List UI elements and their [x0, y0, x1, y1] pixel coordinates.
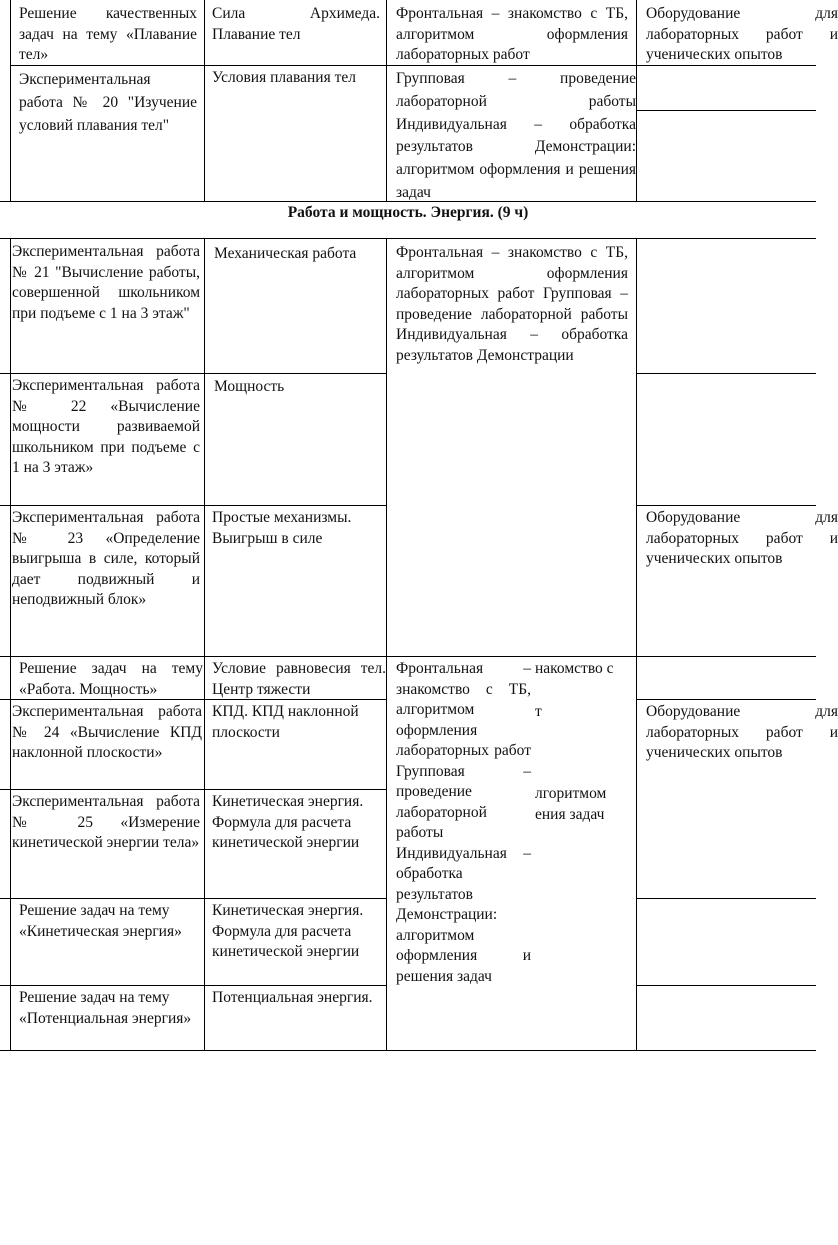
table-border: [0, 656, 816, 657]
table-border: [0, 985, 386, 986]
table-border: [386, 238, 387, 1050]
table-border: [636, 505, 816, 506]
table-border: [0, 898, 386, 899]
activity-cell: Экспериментальная работа № 22 «Вычисление мощности развиваемой школьником при подъеме с 1 на 3 этаж»: [12, 377, 200, 476]
table-border: [386, 0, 387, 201]
topic-cell: Механическая работа: [214, 245, 357, 262]
equipment-cell: Оборудование для лабораторных работ и ученических опытов: [646, 5, 838, 63]
table-border: [0, 789, 386, 790]
topic-cell: Условия плавания тел: [212, 69, 356, 86]
table-border: [204, 0, 205, 201]
equipment-cell: Оборудование для лабораторных работ и ученических опытов: [646, 703, 838, 761]
table-border: [204, 238, 205, 1050]
table-border: [636, 699, 816, 700]
table-border: [636, 985, 816, 986]
table-border: [636, 0, 637, 201]
activity-cell: Решение задач на тему «Потенциальная энергия»: [19, 989, 192, 1027]
table-border: [0, 1050, 816, 1051]
activity-cell: Экспериментальная работа № 20 "Изучение условий плавания тел": [19, 71, 197, 134]
topic-cell: Сила Архимеда. Плавание тел: [212, 5, 380, 43]
topic-cell: Простые механизмы. Выигрыш в силе: [212, 509, 352, 547]
table-border: [0, 505, 386, 506]
forms-fragment: ения задач: [535, 806, 605, 823]
forms-fragment: накомство с: [535, 660, 614, 677]
forms-cell: Фронтальная – знакомство с ТБ, алгоритмом оформления лабораторных работ Групповая – проведение лабораторной работы Индивидуальная – обработка результатов Демонстрации: [396, 244, 628, 364]
topic-cell: Кинетическая энергия. Формула для расчета кинетической энергии: [212, 793, 364, 851]
table-border: [636, 373, 816, 374]
activity-cell: Решение качественных задач на тему «Плавание тел»: [19, 5, 197, 63]
section-heading: Работа и мощность. Энергия. (9 ч): [287, 204, 529, 221]
forms-cell: Фронтальная – знакомство с ТБ, алгоритмом оформления лабораторных работ: [396, 5, 628, 63]
table-border: [0, 238, 816, 239]
forms-cell: Фронтальная – знакомство с ТБ, алгоритмом оформления лабораторных работ Групповая – проведение лабораторной работы Индивидуальная – обработка результатов Демонстрации: алгоритмом оформления и решения задач: [396, 660, 531, 985]
table-border: [0, 373, 386, 374]
topic-cell: Мощность: [214, 378, 285, 395]
forms-fragment: лгоритмом: [535, 785, 607, 802]
table-border: [10, 0, 11, 201]
activity-cell: Решение задач на тему «Работа. Мощность»: [19, 660, 203, 698]
forms-fragment: т: [535, 703, 542, 720]
activity-cell: Экспериментальная работа № 21 "Вычисление работы, совершенной школьником при подъеме с 1 на 3 этаж": [12, 243, 200, 322]
forms-cell: Групповая – проведение лабораторной работы Индивидуальная – обработка результатов Демонстрации: алгоритмом оформления и решения задач: [396, 70, 636, 201]
topic-cell: Потенциальная энергия.: [212, 989, 373, 1006]
activity-cell: Экспериментальная работа № 25 «Измерение кинетической энергии тела»: [12, 793, 200, 851]
activity-cell: Экспериментальная работа № 23 «Определение выигрыша в силе, который дает подвижный и неподвижный блок»: [12, 509, 200, 608]
activity-cell: Решение задач на тему «Кинетическая энергия»: [19, 902, 182, 940]
table-border: [636, 238, 637, 1050]
activity-cell: Экспериментальная работа № 24 «Вычисление КПД наклонной плоскости»: [12, 703, 202, 761]
table-border: [636, 898, 816, 899]
table-border: [636, 110, 816, 111]
equipment-cell: Оборудование для лабораторных работ и ученических опытов: [646, 509, 838, 567]
table-border: [10, 238, 11, 1050]
topic-cell: КПД. КПД наклонной плоскости: [212, 703, 359, 741]
topic-cell: Условие равновесия тел. Центр тяжести: [212, 660, 386, 698]
topic-cell: Кинетическая энергия. Формула для расчета кинетической энергии: [212, 902, 364, 960]
